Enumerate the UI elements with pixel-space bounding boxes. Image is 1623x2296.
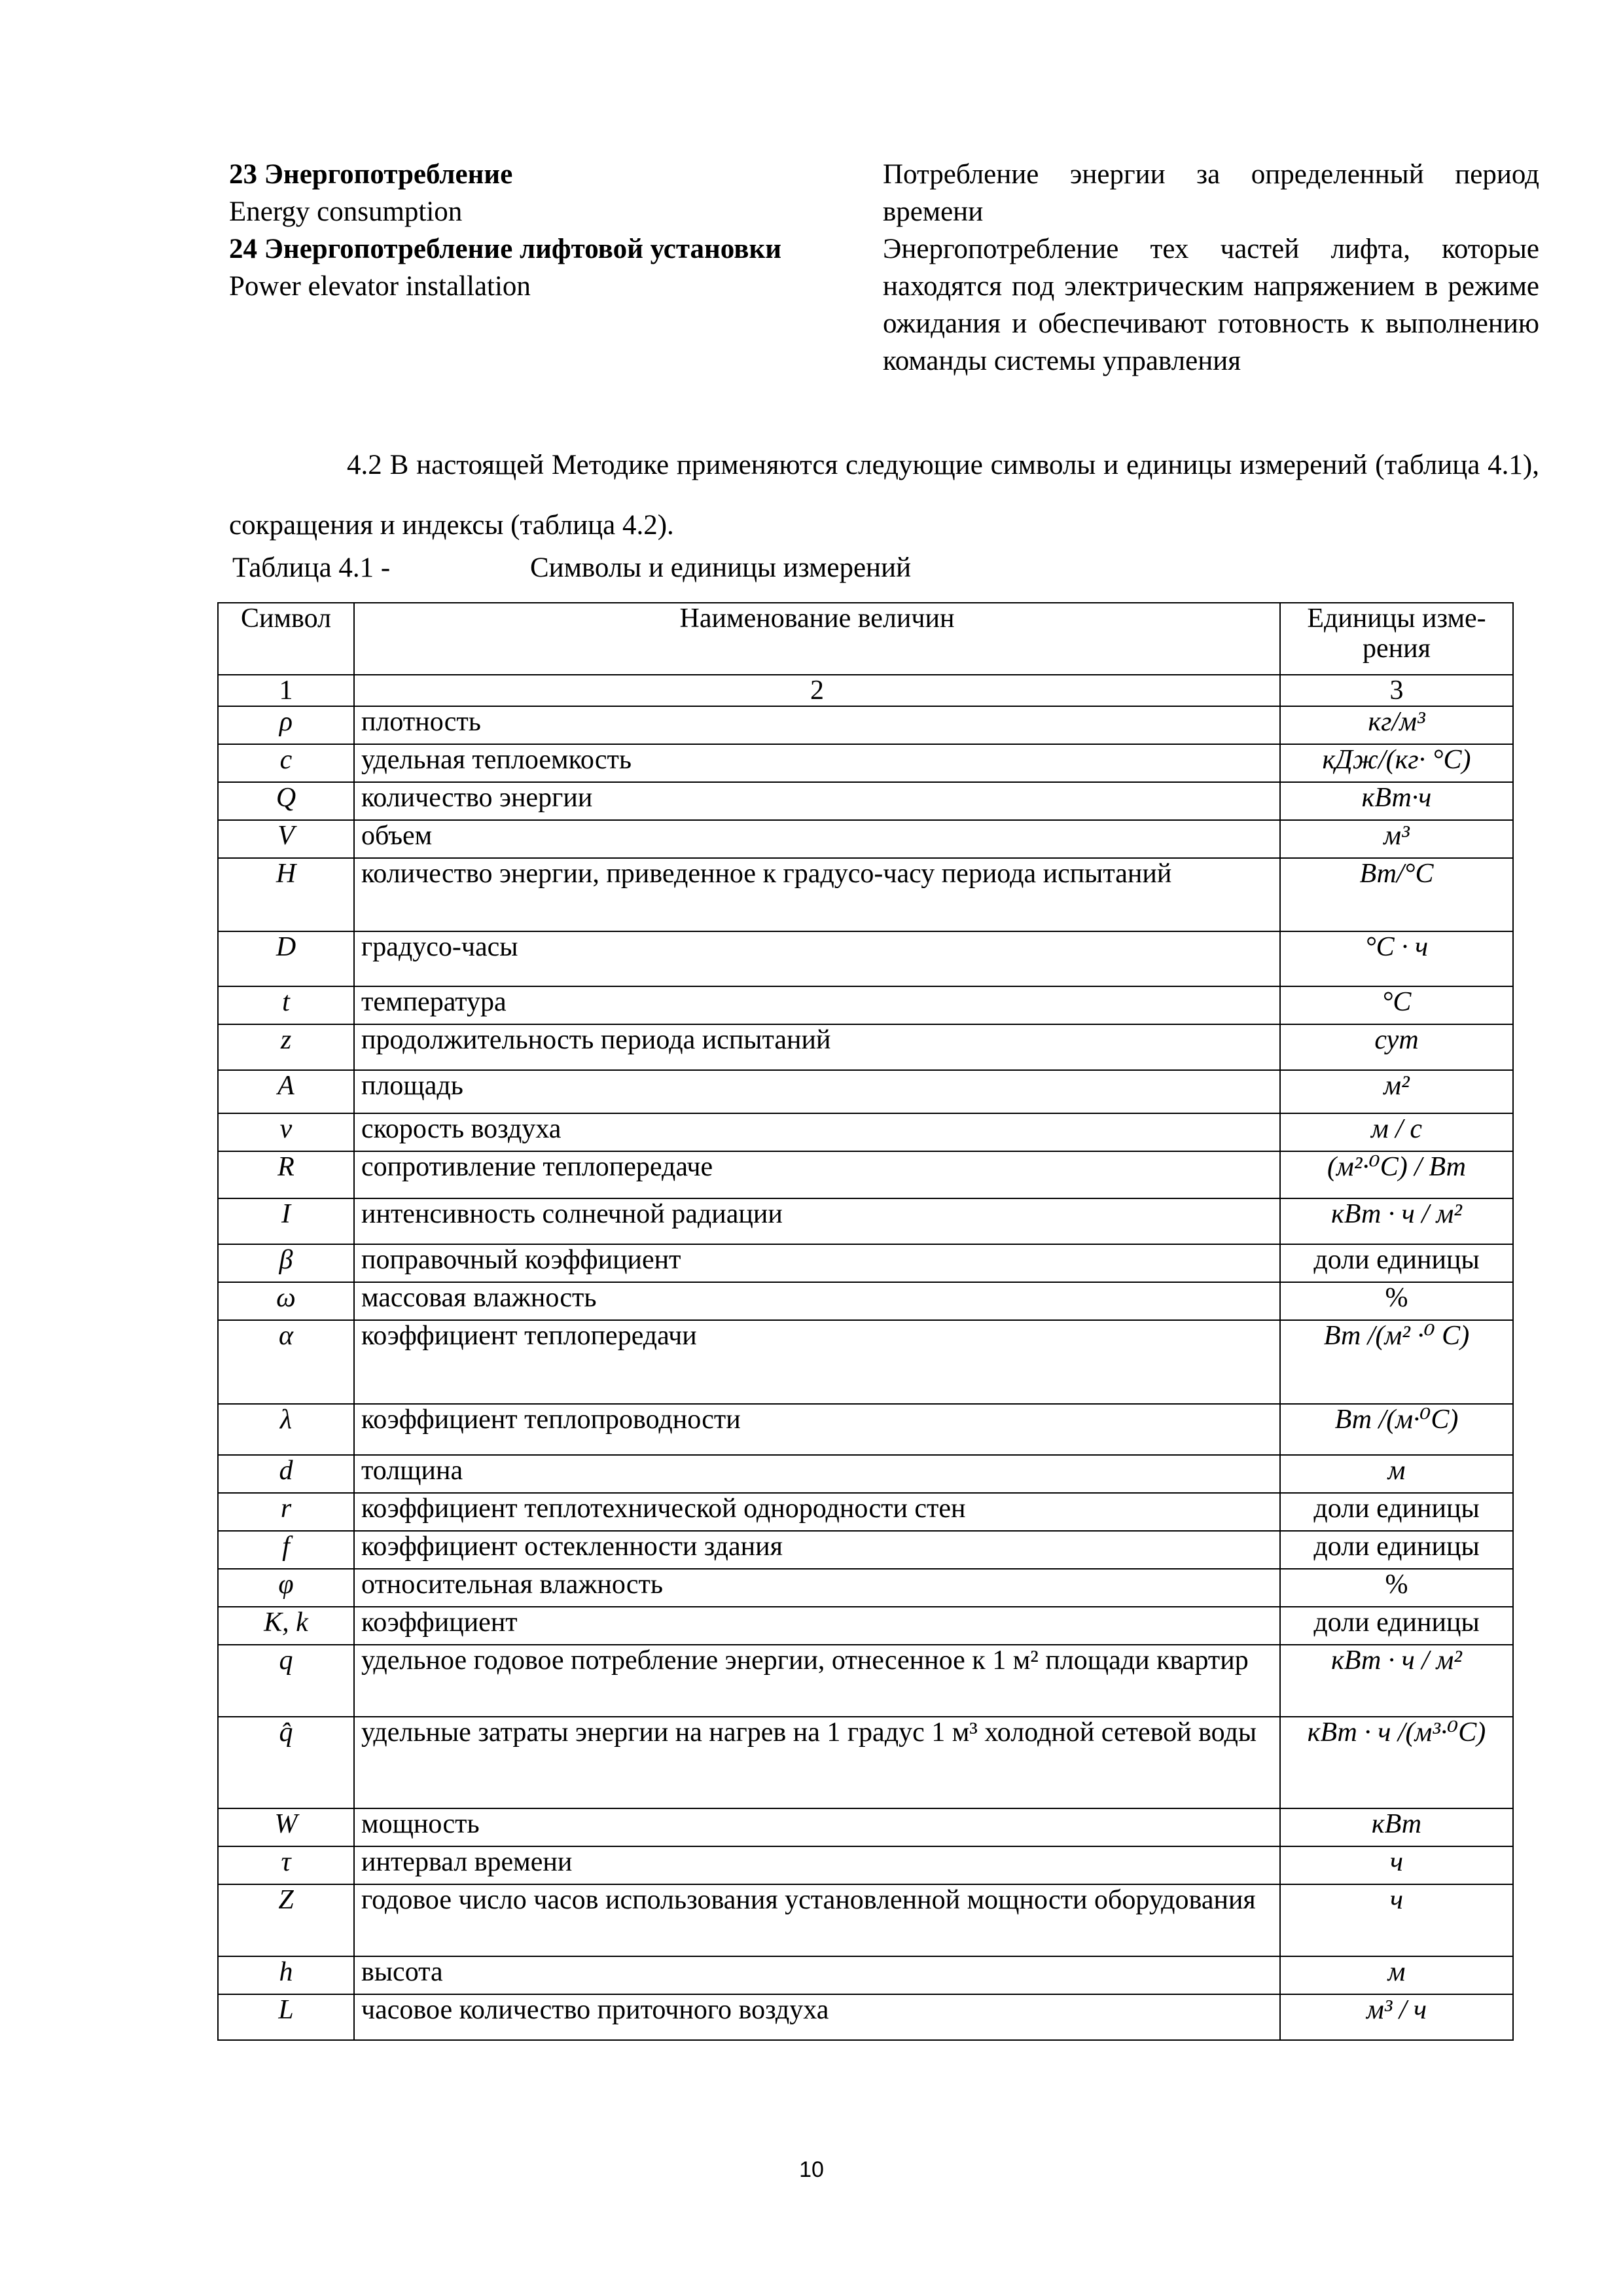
definition-term-ru: 24 Энергопотребление лифтовой установки [229,234,782,264]
table-row [218,706,1513,744]
unit-cell: доли единицы [1280,1493,1513,1531]
table-row [218,782,1513,820]
symbols-table [217,602,1514,2041]
symbols-table-body [218,603,1513,2040]
quantity-name-cell: коэффициент [354,1607,1280,1645]
unit-cell: (м²·⁰С) / Вт [1280,1151,1513,1198]
definitions-block [229,156,1539,380]
symbol-cell: φ [218,1569,354,1607]
definition-text: Потребление энергии за определенный период времени [883,159,1539,227]
quantity-name-cell: высота [354,1956,1280,1994]
symbol-cell: d [218,1455,354,1493]
table-row [218,1404,1513,1455]
quantity-name-cell: скорость воздуха [354,1113,1280,1151]
quantity-name-cell: массовая влажность [354,1282,1280,1320]
symbol-cell: f [218,1531,354,1569]
table-row [218,1956,1513,1994]
unit-cell: м³ [1280,820,1513,858]
symbol-cell: λ [218,1404,354,1455]
table-row [218,931,1513,986]
symbol-cell: h [218,1956,354,1994]
quantity-name-cell: удельная теплоемкость [354,744,1280,782]
table-row [218,1717,1513,1808]
definition-term-column [229,156,883,230]
column-number: 3 [1280,675,1513,706]
symbol-cell: ρ [218,706,354,744]
table-header-row [218,603,1513,675]
table-row [218,1531,1513,1569]
unit-cell: доли единицы [1280,1244,1513,1282]
symbol-cell: W [218,1808,354,1846]
table-row [218,1070,1513,1113]
quantity-name-cell: количество энергии [354,782,1280,820]
quantity-name-cell: градусо-часы [354,931,1280,986]
definition-term-column [229,230,883,380]
quantity-name-cell: часовое количество приточного воздуха [354,1994,1280,2040]
table-row [218,1645,1513,1717]
symbol-cell: A [218,1070,354,1113]
unit-cell: м [1280,1956,1513,1994]
quantity-name-cell: количество энергии, приведенное к градусо-часу периода испытаний [354,858,1280,931]
page-number: 10 [799,2157,824,2182]
quantity-name-cell: плотность [354,706,1280,744]
symbol-cell: ω [218,1282,354,1320]
quantity-name-cell: коэффициент теплотехнической однородности стен [354,1493,1280,1531]
unit-cell: ч [1280,1884,1513,1956]
quantity-name-cell: объем [354,820,1280,858]
quantity-name-cell: температура [354,986,1280,1024]
header-symbol: Символ [218,603,354,675]
column-number-row [218,675,1513,706]
table-caption-label: Таблица 4.1 - [232,552,391,583]
unit-cell: м / с [1280,1113,1513,1151]
section-paragraph: 4.2 В настоящей Методике применяются следующие символы и единицы измерений (таблица 4.1), сокращения и индексы (таблица 4.2). [229,450,1539,541]
symbol-cell: Q [218,782,354,820]
unit-cell: Вт /(м² ·⁰ С) [1280,1320,1513,1404]
unit-cell: доли единицы [1280,1531,1513,1569]
unit-cell: °С [1280,986,1513,1024]
unit-cell: м [1280,1455,1513,1493]
symbol-cell: H [218,858,354,931]
table-row [218,1151,1513,1198]
table-row [218,1846,1513,1884]
quantity-name-cell: годовое число часов использования установленной мощности оборудования [354,1884,1280,1956]
quantity-name-cell: интервал времени [354,1846,1280,1884]
quantity-name-cell: удельное годовое потребление энергии, отнесенное к 1 м² площади квартир [354,1645,1280,1717]
table-row [218,1198,1513,1244]
symbol-cell: D [218,931,354,986]
symbol-cell: t [218,986,354,1024]
unit-cell: Вт/°С [1280,858,1513,931]
definition-term-ru: 23 Энергопотребление [229,159,513,190]
quantity-name-cell: удельные затраты энергии на нагрев на 1 градус 1 м³ холодной сетевой воды [354,1717,1280,1808]
definition-term-en: Energy consumption [229,196,463,227]
symbol-cell: R [218,1151,354,1198]
unit-cell: кВт · ч /(м³·⁰С) [1280,1717,1513,1808]
quantity-name-cell: толщина [354,1455,1280,1493]
quantity-name-cell: интенсивность солнечной радиации [354,1198,1280,1244]
unit-cell: Вт /(м·⁰С) [1280,1404,1513,1455]
symbol-cell: β [218,1244,354,1282]
column-number: 1 [218,675,354,706]
symbol-cell: α [218,1320,354,1404]
table-row [218,1808,1513,1846]
unit-cell: кВт · ч / м² [1280,1645,1513,1717]
quantity-name-cell: площадь [354,1070,1280,1113]
unit-cell: °С · ч [1280,931,1513,986]
unit-cell: кДж/(кг· °С) [1280,744,1513,782]
quantity-name-cell: мощность [354,1808,1280,1846]
table-row [218,1320,1513,1404]
table-row [218,1884,1513,1956]
definition-term-en: Power elevator installation [229,271,531,302]
table-row [218,986,1513,1024]
table-row [218,820,1513,858]
symbol-cell: c [218,744,354,782]
symbol-cell: q̂ [218,1717,354,1808]
unit-cell: кВт·ч [1280,782,1513,820]
symbol-cell: v [218,1113,354,1151]
quantity-name-cell: коэффициент остекленности здания [354,1531,1280,1569]
table-row [218,1113,1513,1151]
quantity-name-cell: поправочный коэффициент [354,1244,1280,1282]
unit-cell: доли единицы [1280,1607,1513,1645]
quantity-name-cell: относительная влажность [354,1569,1280,1607]
table-row [218,1493,1513,1531]
table-caption [232,552,912,584]
unit-cell: % [1280,1569,1513,1607]
unit-cell: м³ / ч [1280,1994,1513,2040]
symbol-cell: K, k [218,1607,354,1645]
unit-cell: кг/м³ [1280,706,1513,744]
table-row [218,744,1513,782]
header-unit: Единицы изме-рения [1280,603,1513,675]
quantity-name-cell: сопротивление теплопередаче [354,1151,1280,1198]
definition-text: Энергопотребление тех частей лифта, которые находятся под электрическим напряжением в режиме ожидания и обеспечивают готовность к выполнению команды системы управления [883,234,1539,376]
table-row [218,1282,1513,1320]
symbol-cell: q [218,1645,354,1717]
unit-cell: м² [1280,1070,1513,1113]
table-row [218,1994,1513,2040]
table-row [218,1607,1513,1645]
symbol-cell: L [218,1994,354,2040]
symbol-cell: τ [218,1846,354,1884]
quantity-name-cell: коэффициент теплопроводности [354,1404,1280,1455]
header-name: Наименование величин [354,603,1280,675]
table-row [218,1024,1513,1070]
column-number: 2 [354,675,1280,706]
table-row [218,858,1513,931]
unit-cell: % [1280,1282,1513,1320]
definition-item [229,230,1539,380]
symbol-cell: z [218,1024,354,1070]
unit-cell: ч [1280,1846,1513,1884]
table-row [218,1244,1513,1282]
symbol-cell: r [218,1493,354,1531]
quantity-name-cell: коэффициент теплопередачи [354,1320,1280,1404]
symbol-cell: Z [218,1884,354,1956]
table-caption-title: Символы и единицы измерений [530,552,912,583]
unit-cell: сут [1280,1024,1513,1070]
unit-cell: кВт · ч / м² [1280,1198,1513,1244]
symbol-cell: V [218,820,354,858]
table-row [218,1569,1513,1607]
quantity-name-cell: продолжительность периода испытаний [354,1024,1280,1070]
unit-cell: кВт [1280,1808,1513,1846]
definition-item [229,156,1539,230]
symbol-cell: I [218,1198,354,1244]
table-row [218,1455,1513,1493]
